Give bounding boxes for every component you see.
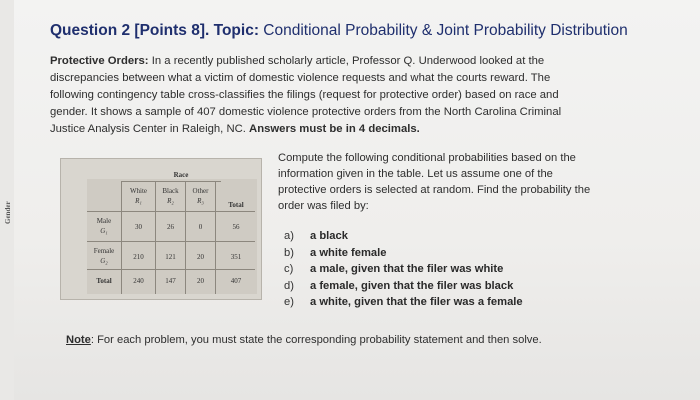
row-header-female: Female <box>93 247 115 255</box>
part-text: a white female <box>310 246 387 259</box>
col-header-white: White <box>129 187 148 195</box>
instructions-paragraph: Compute the following conditional probabilities based on the information given in the table. Let us assume one of the protective orders is selected at random. Find the probability the order was filed by: <box>278 152 591 212</box>
part-text: a white, given that the filer was a female <box>310 296 523 308</box>
intro-paragraph <box>50 53 580 138</box>
table-cell: 56 <box>232 223 240 231</box>
row-sym-female: G₂ <box>100 257 108 265</box>
row-sym-male: G₁ <box>100 227 108 235</box>
part-letter: e) <box>284 296 294 308</box>
part-text: a black <box>310 230 348 242</box>
table-cell: 351 <box>230 253 242 261</box>
table-cell: 30 <box>135 223 142 231</box>
col-header-other: Other <box>192 187 209 195</box>
list-item <box>278 278 598 295</box>
grid-line <box>121 181 221 182</box>
table-cell: 210 <box>133 253 144 261</box>
note-label: Note <box>66 334 91 346</box>
list-item <box>278 261 598 278</box>
note-text: : For each problem, you must state the corresponding probability statement and then solve. <box>90 334 542 346</box>
part-letter: b) <box>284 246 294 259</box>
col-sym-black: R₂ <box>167 197 174 205</box>
contingency-table <box>60 158 262 300</box>
table-cell: 0 <box>198 223 203 231</box>
list-item <box>278 245 598 262</box>
gender-header: Gender <box>4 201 12 224</box>
col-header-total: Total <box>228 201 244 209</box>
part-text: a male, given that the filer was white <box>310 263 504 275</box>
table-cell: 26 <box>167 223 174 231</box>
topic-label: Topic: <box>213 22 259 39</box>
col-sym-white: R₁ <box>135 197 142 205</box>
parts-list <box>278 228 598 311</box>
part-text: a female, given that the filer was black <box>310 279 514 292</box>
part-letter: d) <box>284 279 294 292</box>
table-cell: 20 <box>197 253 204 261</box>
col-header-black: Black <box>162 187 179 195</box>
table-cell: 407 <box>230 277 242 285</box>
grid-line <box>87 211 255 212</box>
row-header-total: Total <box>96 277 112 285</box>
intro-label: Protective Orders: <box>50 55 149 67</box>
intro-bold-tail: Answers must be in 4 decimals. <box>249 123 420 135</box>
grid-line <box>87 241 255 242</box>
list-item <box>278 294 598 311</box>
race-header: Race <box>173 171 189 179</box>
grid-line <box>87 269 255 270</box>
table-cell: 20 <box>197 277 204 285</box>
table-cell: 121 <box>165 253 176 261</box>
table-cell: 147 <box>165 277 176 285</box>
question-heading <box>50 22 690 40</box>
topic-text: Conditional Probability & Joint Probability Distribution <box>263 22 628 39</box>
part-letter: c) <box>284 263 294 275</box>
part-letter: a) <box>284 230 294 242</box>
question-number: Question 2 [Points 8]. <box>50 22 210 39</box>
note-paragraph <box>66 334 666 346</box>
table-cell: 240 <box>133 277 144 285</box>
intro-text: In a recently published scholarly article, Professor Q. Underwood looked at the discrepancies between what a victim of domestic violence requests and what the courts reward. The following contingency table cross-classifies the filings (request for protective order) based on race and gender. It shows a sample of 407 domestic violence protective orders from the North Carolina Criminal Justice Analysis Center in Raleigh, NC. <box>50 55 562 135</box>
list-item <box>278 228 598 245</box>
row-header-male: Male <box>96 217 112 225</box>
col-sym-other: R₃ <box>197 197 204 205</box>
